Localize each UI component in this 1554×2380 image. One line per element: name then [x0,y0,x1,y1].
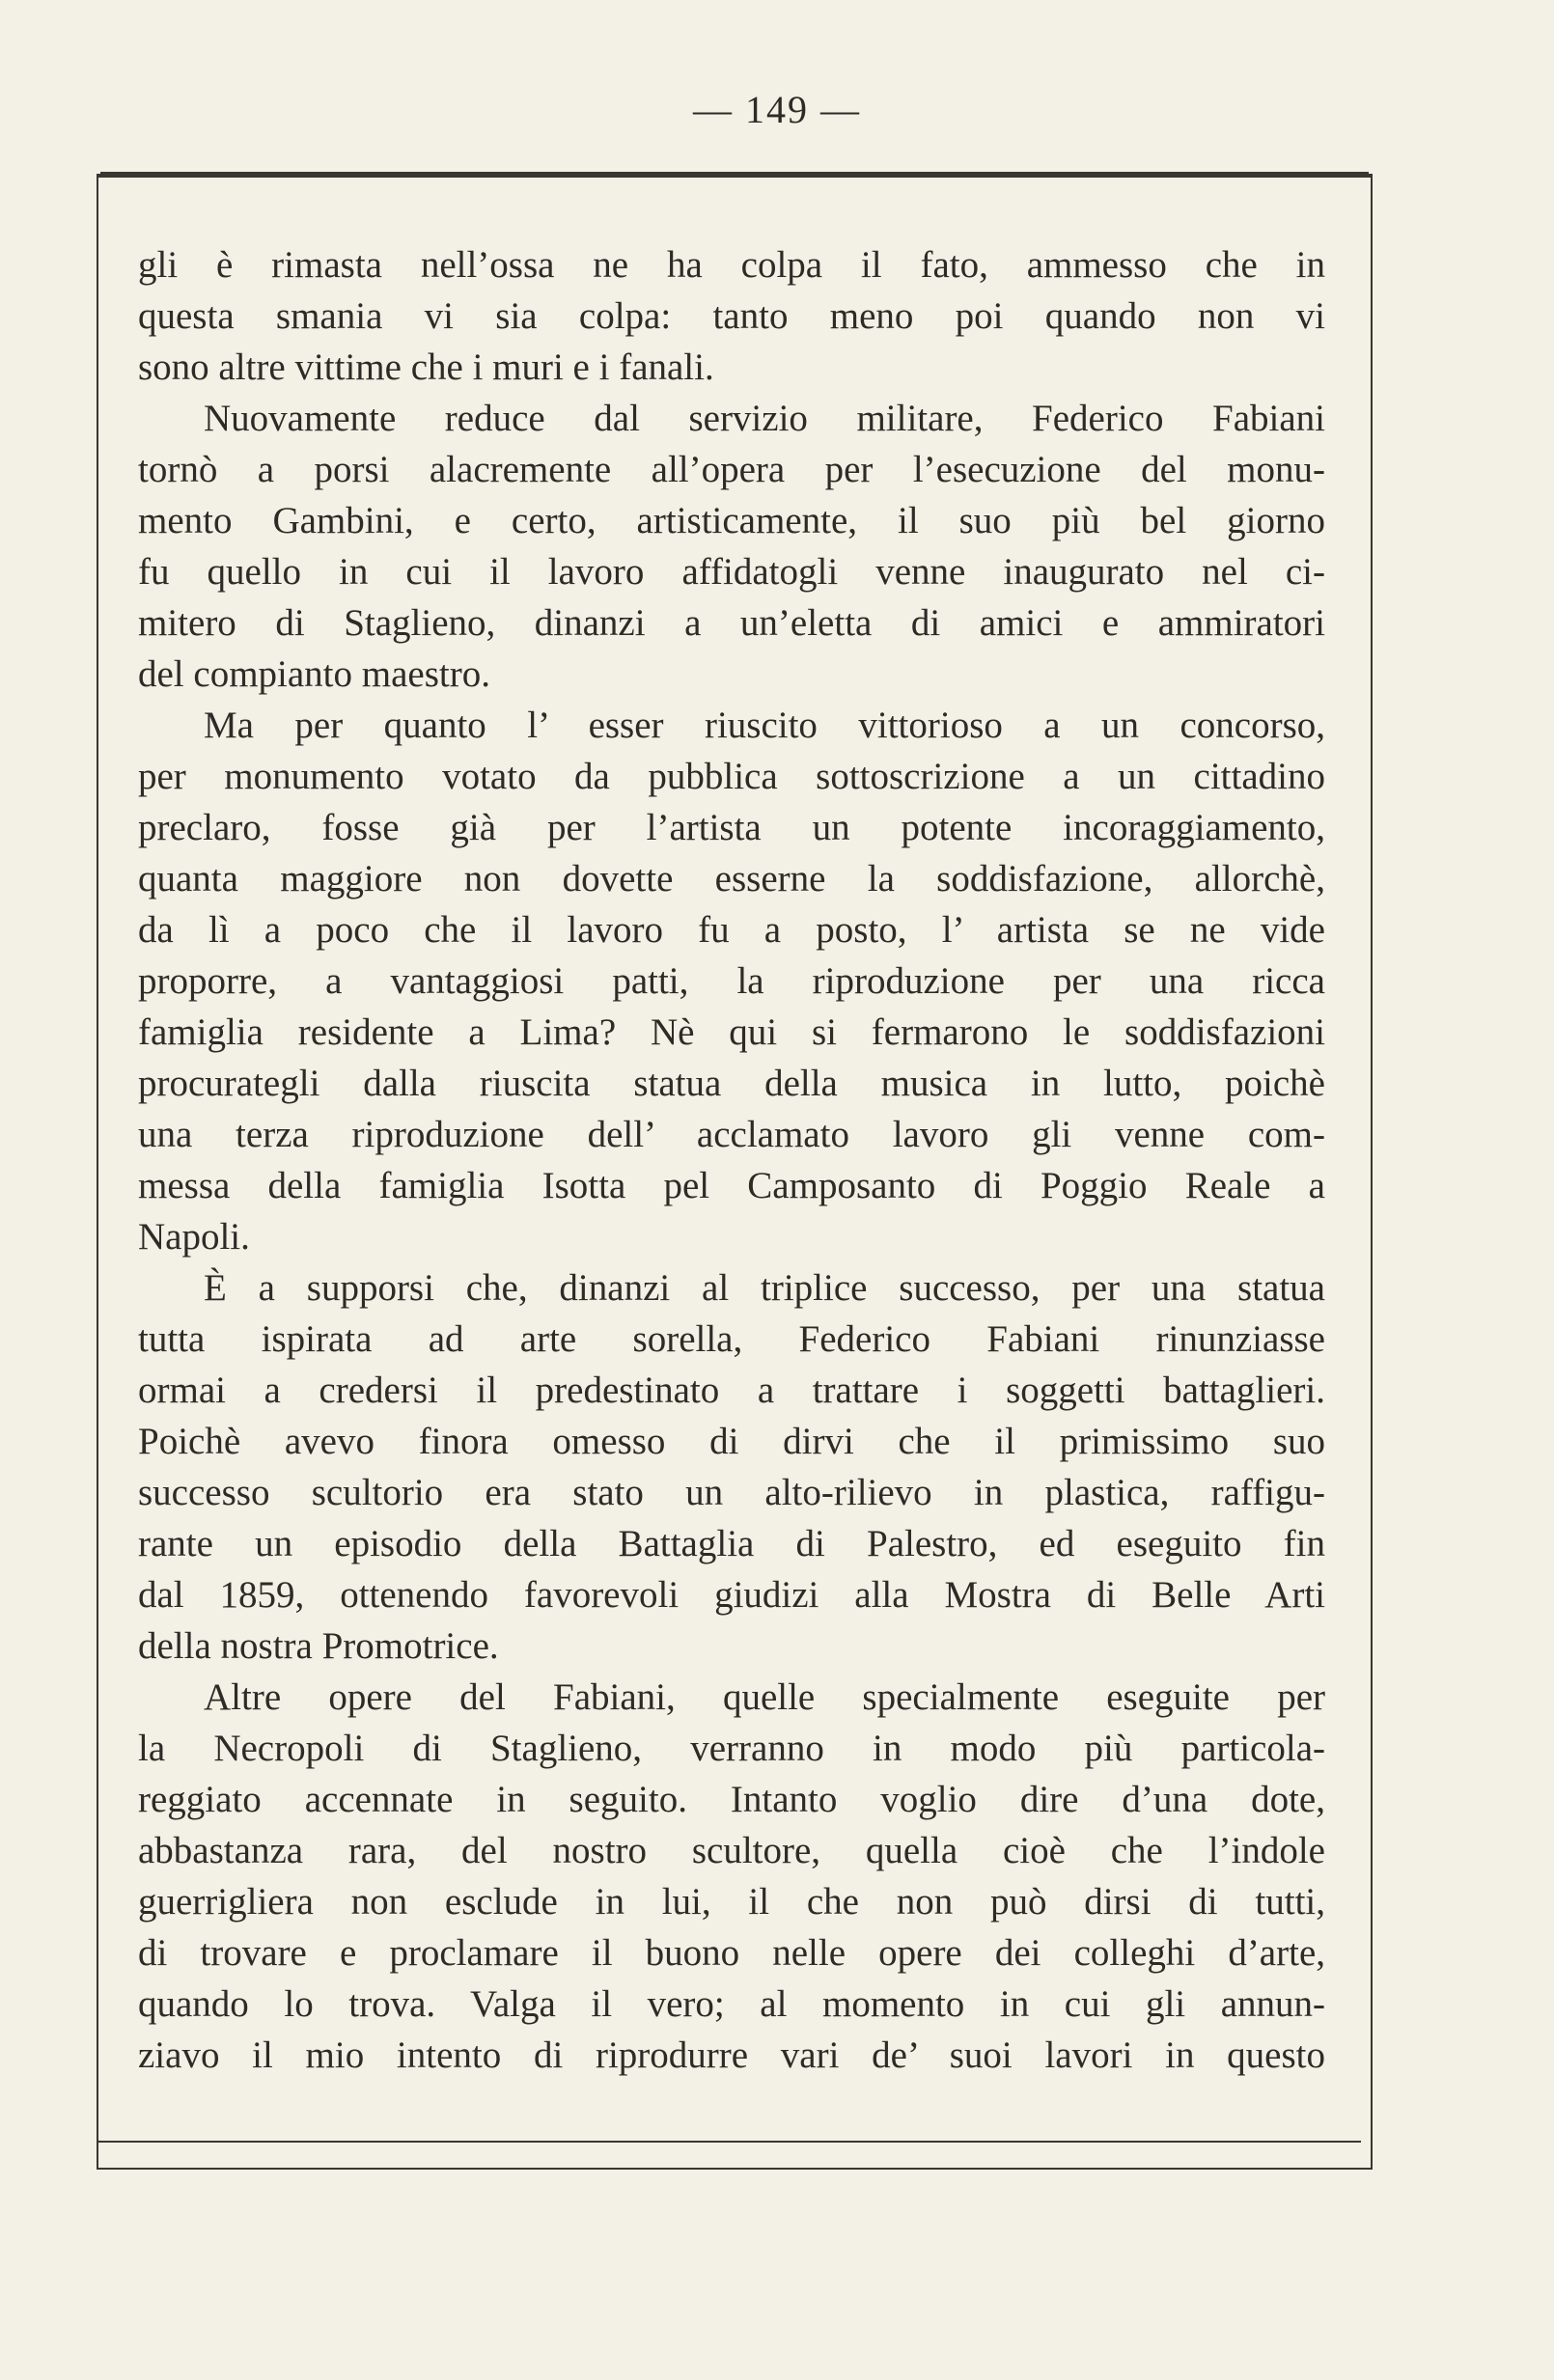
text-line: famiglia residente a Lima? Nè qui si fermarono le soddisfazioni [138,1011,1325,1053]
text-line: reggiato accennate in seguito. Intanto voglio dire d’una dote, [138,1779,1325,1820]
text-line: Poichè avevo finora omesso di dirvi che il primissimo suo [138,1421,1325,1462]
text-line: Nuovamente reduce dal servizio militare, Federico Fabiani [204,398,1325,439]
text-line: tutta ispirata ad arte sorella, Federico Fabiani rinunziasse [138,1318,1325,1360]
text-line: Napoli. [138,1216,250,1258]
text-line: di trovare e proclamare il buono nelle opere dei colleghi d’arte, [138,1932,1325,1974]
text-line: del compianto maestro. [138,653,490,695]
text-line: della nostra Promotrice. [138,1625,499,1667]
page-number: — 149 — [693,88,861,131]
text-line: È a supporsi che, dinanzi al triplice successo, per una statua [204,1267,1325,1309]
text-line: dal 1859, ottenendo favorevoli giudizi alla Mostra di Belle Arti [138,1574,1325,1616]
text-line: mento Gambini, e certo, artisticamente, il suo più bel giorno [138,500,1325,541]
text-line: tornò a porsi alacremente all’opera per l’esecuzione del monu- [138,449,1325,490]
text-line: Altre opere del Fabiani, quelle specialmente eseguite per [204,1676,1325,1718]
text-line: messa della famiglia Isotta pel Camposanto di Poggio Reale a [138,1165,1325,1206]
text-line: ormai a credersi il predestinato a trattare i soggetti battaglieri. [138,1370,1325,1411]
text-line: quando lo trova. Valga il vero; al momento in cui gli annun- [138,1983,1325,2025]
text-line: preclaro, fosse già per l’artista un potente incoraggiamento, [138,807,1325,848]
text-line: da lì a poco che il lavoro fu a posto, l’ artista se ne vide [138,909,1325,951]
text-line: mitero di Staglieno, dinanzi a un’eletta di amici e ammiratori [138,602,1325,644]
text-line: successo scultorio era stato un alto-rilievo in plastica, raffigu- [138,1472,1325,1513]
text-line: la Necropoli di Staglieno, verranno in modo più particola- [138,1728,1325,1769]
bottom-rule-outer [97,2168,1373,2170]
text-line: gli è rimasta nell’ossa ne ha colpa il fato, ammesso che in [138,244,1325,286]
text-line: quanta maggiore non dovette esserne la soddisfazione, allorchè, [138,858,1325,899]
text-line: abbastanza rara, del nostro scultore, quella cioè che l’indole [138,1830,1325,1871]
bottom-rule [97,2141,1361,2143]
text-line: ziavo il mio intento di riprodurre vari de’ suoi lavori in questo [138,2034,1325,2076]
text-line: guerrigliera non esclude in lui, il che non può dirsi di tutti, [138,1881,1325,1923]
text-line: sono altre vittime che i muri e i fanali. [138,346,714,388]
text-line: procurategli dalla riuscita statua della musica in lutto, poichè [138,1063,1325,1104]
body-text [138,239,1325,2081]
text-line: per monumento votato da pubblica sottoscrizione a un cittadino [138,756,1325,797]
text-line: una terza riproduzione dell’ acclamato lavoro gli venne com- [138,1114,1325,1155]
text-line: proporre, a vantaggiosi patti, la riproduzione per una ricca [138,960,1325,1002]
text-line: questa smania vi sia colpa: tanto meno poi quando non vi [138,295,1325,337]
text-line: rante un episodio della Battaglia di Palestro, ed eseguito fin [138,1523,1325,1564]
text-line: fu quello in cui il lavoro affidatogli venne inaugurato nel ci- [138,551,1325,593]
text-line: Ma per quanto l’ esser riuscito vittorioso a un concorso, [204,705,1325,746]
